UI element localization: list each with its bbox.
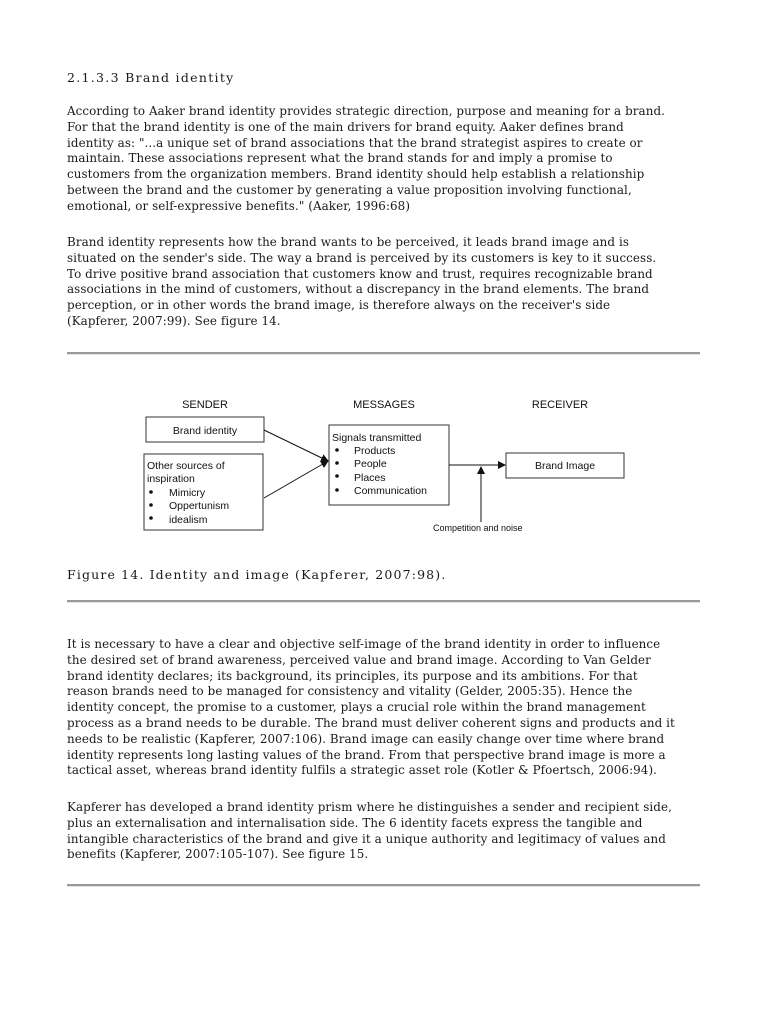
- text-line: To drive positive brand association that customers know and trust, requires recognizable brand: [67, 266, 653, 281]
- other-sources-item: Oppertunism: [169, 500, 230, 512]
- bullet-icon: [335, 448, 339, 452]
- text-line: identity concept, the promise to a customer, plays a crucial role within the brand management: [67, 700, 646, 715]
- text-line: maintain. These associations represent what the brand stands for and imply a promise to: [67, 151, 613, 166]
- text-line: associations in the mind of customers, without a discrepancy in the brand elements. The brand: [67, 282, 650, 297]
- text-line: Kapferer has developed a brand identity prism where he distinguishes a sender and recipient side,: [67, 800, 672, 814]
- arrow-sources-to-signals: [264, 461, 328, 498]
- text-line: the desired set of brand awareness, perceived value and brand image. According to Van Gelder: [67, 652, 651, 667]
- signals-item: Communication: [354, 485, 427, 497]
- text-line: tactical asset, whereas brand identity fulfils a strategic asset role (Kotler & Pfoertsch, 2006:94).: [67, 763, 658, 778]
- brand-identity-label: Brand identity: [172, 425, 238, 437]
- text-line: perception, or in other words the brand image, is therefore always on the receiver's side: [67, 298, 611, 313]
- other-sources-item: Mimicry: [169, 487, 206, 499]
- text-line: customers from the organization members. Brand identity should help establish a relationship: [67, 167, 645, 182]
- sender-header: SENDER: [182, 399, 228, 411]
- paragraph-self-image: [67, 637, 707, 779]
- section-heading: 2.1.3.3 Brand identity: [67, 70, 235, 85]
- text-line: emotional, or self-expressive benefits." (Aaker, 1996:68): [67, 198, 411, 213]
- bullet-icon: [335, 488, 339, 492]
- bullet-icon: [149, 503, 153, 507]
- other-sources-title-line: Other sources of: [147, 460, 225, 472]
- bullet-icon: [335, 474, 339, 478]
- brand-image-label: Brand Image: [534, 460, 596, 472]
- bullet-icon: [149, 490, 153, 494]
- bullet-icon: [335, 461, 339, 465]
- other-sources-title-line: inspiration: [147, 473, 195, 485]
- text-line: For that the brand identity is one of the main drivers for brand equity. Aaker defines brand: [67, 119, 624, 134]
- text-line: process as a brand needs to be durable. The brand must deliver coherent signs and products and it: [67, 715, 675, 730]
- text-line: It is necessary to have a clear and objective self-image of the brand identity in order to influence: [67, 637, 661, 651]
- noise-label: Competition and noise: [433, 523, 523, 533]
- text-line: identity as: "...a unique set of brand associations that the brand strategist aspires to create or: [67, 135, 643, 150]
- text-line: Brand identity represents how the brand wants to be perceived, it leads brand image and is: [67, 235, 630, 249]
- signals-item: Places: [354, 472, 386, 484]
- text-line: brand identity declares; its background, its principles, its purpose and its ambitions. For that: [67, 668, 638, 683]
- other-sources-item: idealism: [169, 514, 208, 526]
- text-line: According to Aaker brand identity provides strategic direction, purpose and meaning for a brand.: [67, 104, 665, 118]
- paragraph-brand-identity: [67, 235, 707, 330]
- identity-image-diagram: [140, 392, 640, 542]
- signals-title: Signals transmitted: [332, 432, 422, 444]
- signals-item: Products: [354, 445, 396, 457]
- receiver-header: RECEIVER: [531, 399, 589, 411]
- horizontal-rule: [67, 884, 700, 887]
- text-line: situated on the sender's side. The way a brand is perceived by its customers is key to it success.: [67, 250, 657, 265]
- paragraph-prism: [67, 800, 707, 863]
- signals-item: People: [354, 458, 387, 470]
- arrow-identity-to-signals: [264, 430, 328, 461]
- horizontal-rule: [67, 600, 700, 603]
- text-line: plus an externalisation and internalisation side. The 6 identity facets express the tangible and: [67, 815, 643, 830]
- text-line: identity represents long lasting values of the brand. From that perspective brand image is more a: [67, 747, 666, 762]
- text-line: (Kapferer, 2007:99). See figure 14.: [67, 313, 281, 328]
- paragraph-aaker: [67, 104, 707, 215]
- text-line: intangible characteristics of the brand and give it a unique authority and legitimacy of values and: [67, 831, 666, 846]
- figure-caption: Figure 14. Identity and image (Kapferer, 2007:98).: [67, 567, 447, 582]
- figure-identity-image: [140, 392, 640, 542]
- text-line: reason brands need to be managed for consistency and vitality (Gelder, 2005:35). Hence the: [67, 684, 633, 699]
- text-line: needs to be realistic (Kapferer, 2007:106). Brand image can easily change over time where brand: [67, 731, 665, 746]
- text-line: benefits (Kapferer, 2007:105-107). See figure 15.: [67, 847, 369, 862]
- horizontal-rule: [67, 352, 700, 355]
- messages-header: MESSAGES: [353, 399, 415, 411]
- text-line: between the brand and the customer by generating a value proposition involving functional,: [67, 182, 632, 197]
- bullet-icon: [149, 516, 153, 520]
